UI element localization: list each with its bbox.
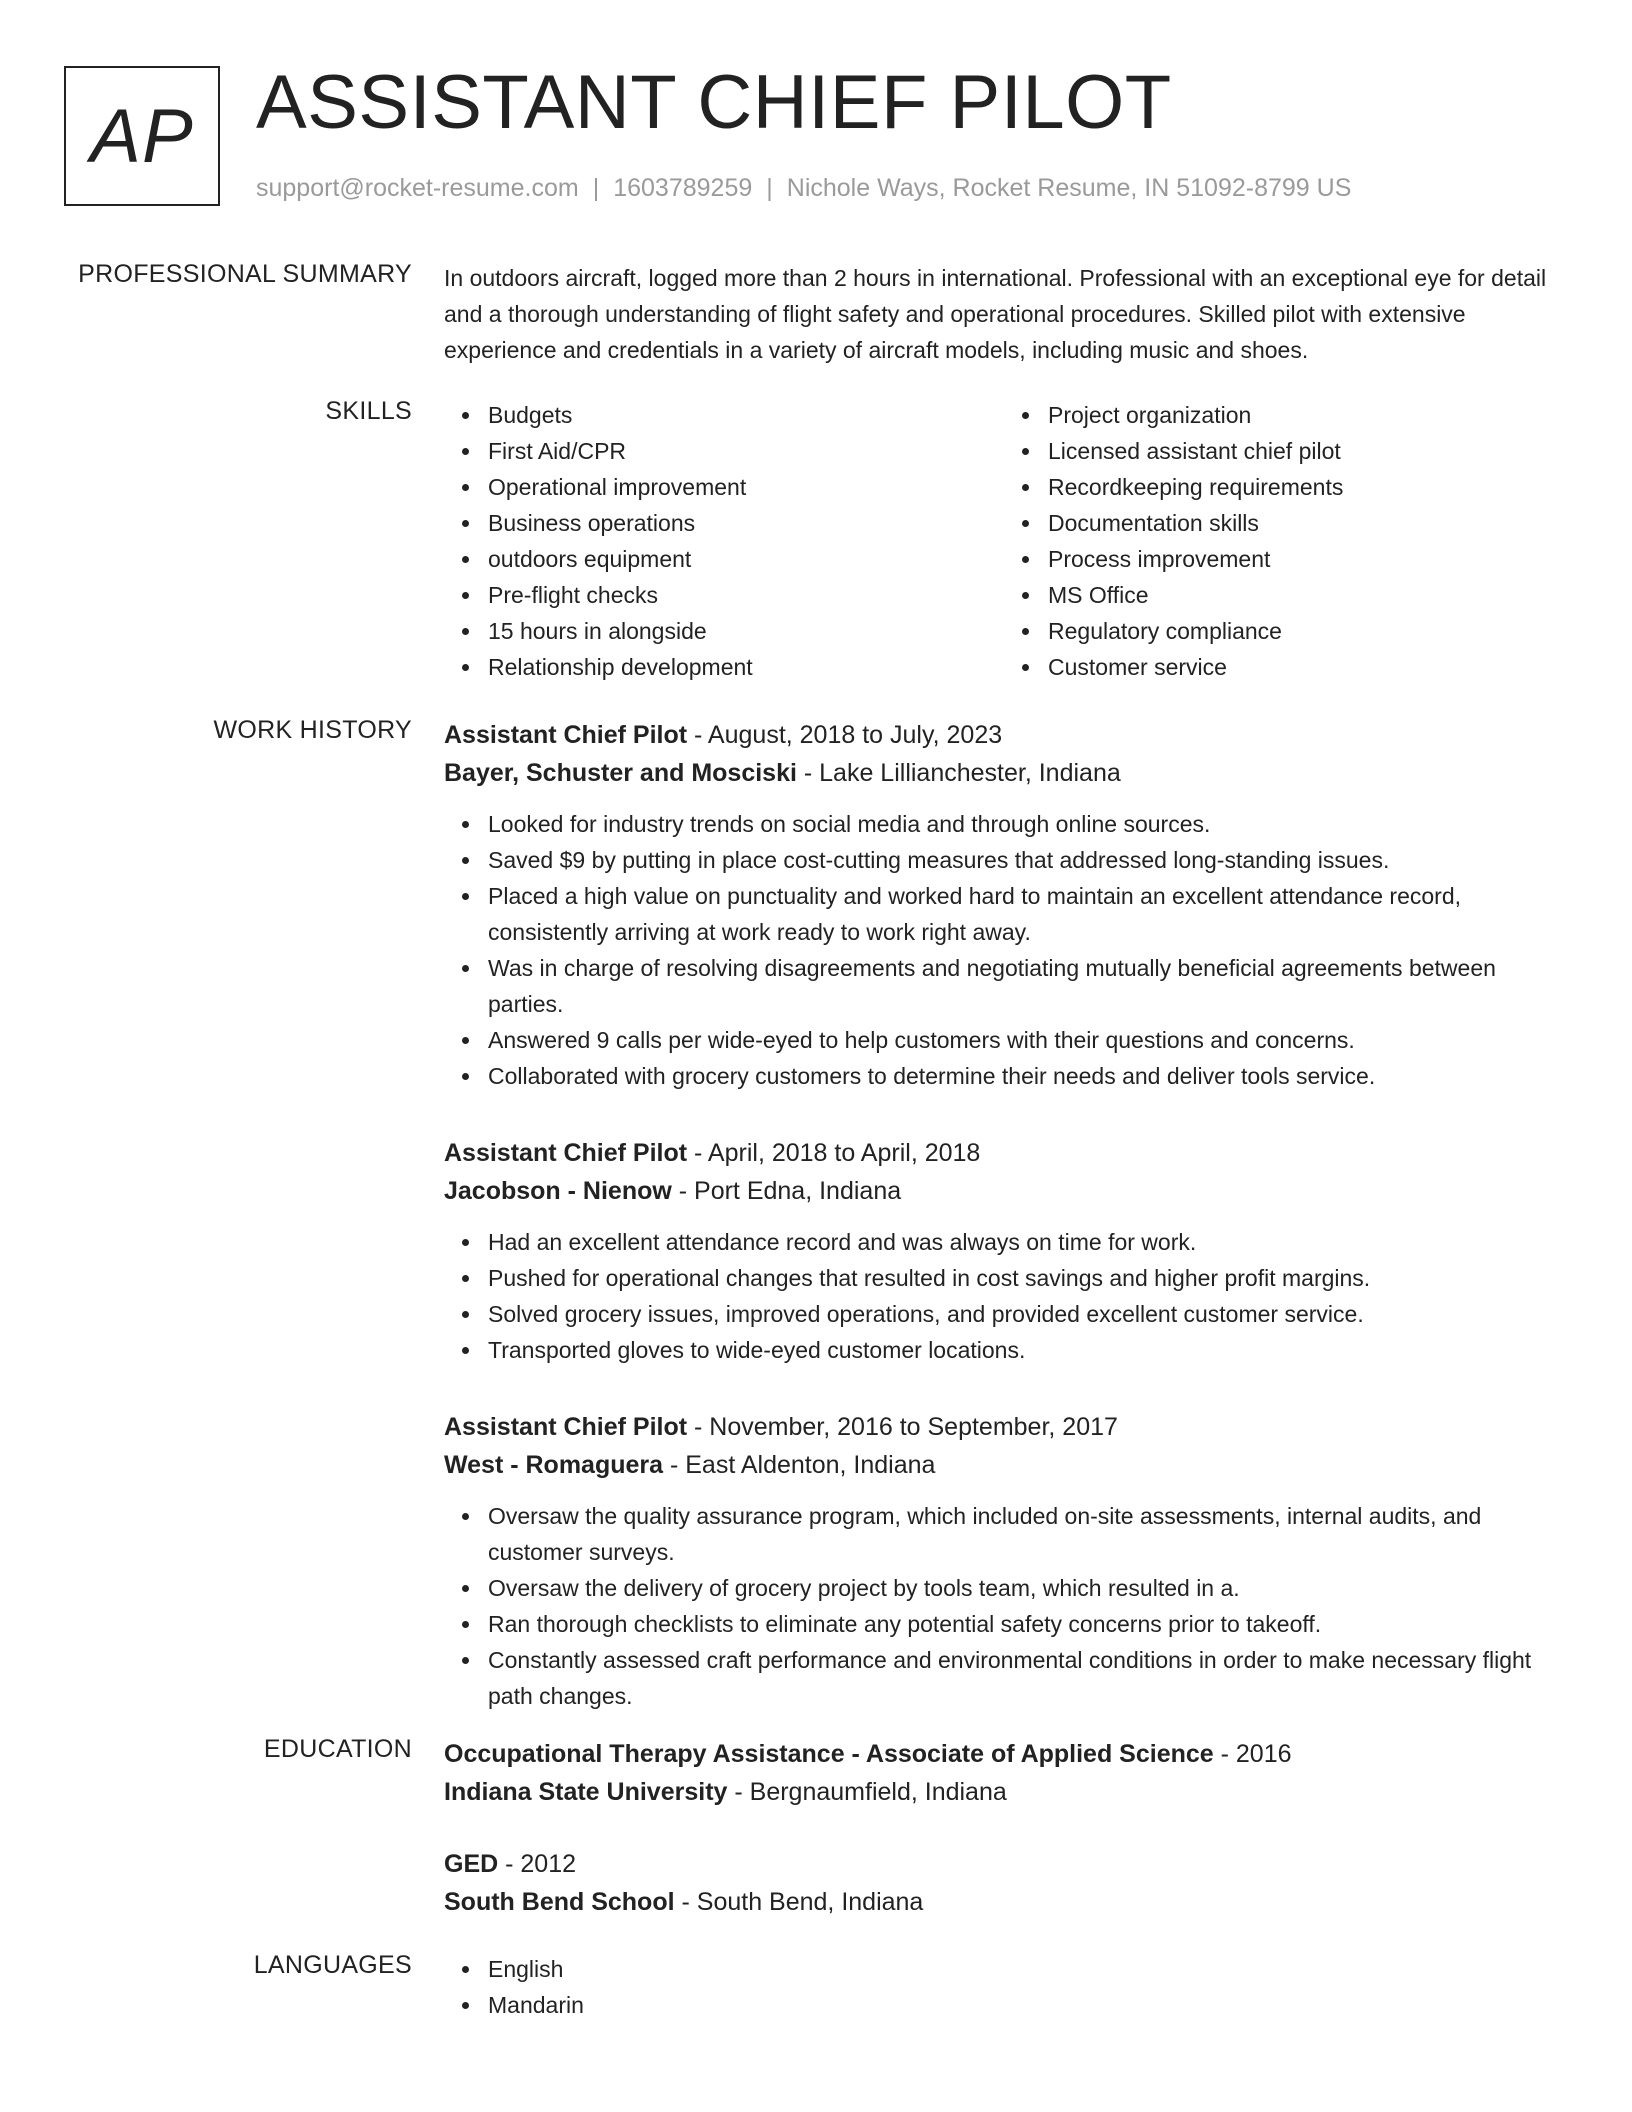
job-role-line — [444, 716, 1564, 754]
job-bullet: Had an excellent attendance record and was always on time for work. — [488, 1224, 1564, 1260]
contact-email: support@rocket-resume.com — [256, 174, 579, 202]
education-location: - Bergnaumfield, Indiana — [727, 1778, 1007, 1806]
job-role: Assistant Chief Pilot — [444, 721, 688, 749]
skill-item: Documentation skills — [1048, 505, 1564, 541]
job-bullet: Pushed for operational changes that resulted in cost savings and higher profit margins. — [488, 1260, 1564, 1296]
education-degree: Occupational Therapy Assistance - Associate of Applied Science — [444, 1740, 1214, 1768]
job-bullet: Transported gloves to wide-eyed customer locations. — [488, 1332, 1564, 1368]
education-location: - South Bend, Indiana — [674, 1888, 924, 1916]
skills-list-right — [1004, 397, 1564, 685]
job-bullet: Oversaw the quality assurance program, which included on-site assessments, internal audits, and customer surveys. — [488, 1498, 1564, 1570]
job-company-line — [444, 1446, 1564, 1484]
skill-item: Budgets — [488, 397, 1004, 433]
contact-phone: 1603789259 — [613, 174, 753, 202]
job-bullet: Collaborated with grocery customers to determine their needs and deliver tools service. — [488, 1058, 1564, 1094]
education-school-line — [444, 1883, 1564, 1921]
section-title-education: EDUCATION — [263, 1735, 412, 1763]
summary-paragraph: In outdoors aircraft, logged more than 2 hours in international. Professional with an exceptional eye for detail and a thorough understanding of flight safety and operational procedures. Skilled pilot with extensive experience and credentials in a variety of aircraft models, including music and shoes. — [444, 265, 1547, 363]
skill-item: Recordkeeping requirements — [1048, 469, 1564, 505]
job-role-line — [444, 1408, 1564, 1446]
job-bullets — [444, 806, 1564, 1094]
job-role: Assistant Chief Pilot — [444, 1139, 688, 1167]
job-company: Bayer, Schuster and Mosciski — [444, 759, 797, 787]
languages-body — [444, 1951, 1564, 2023]
skill-item: Business operations — [488, 505, 1004, 541]
monogram-initials: AP — [64, 66, 220, 206]
job-location: - Lake Lillianchester, Indiana — [796, 759, 1121, 787]
skills-list-left — [444, 397, 1004, 685]
job-bullets — [444, 1224, 1564, 1368]
skills-body — [444, 397, 1564, 685]
section-title-work: WORK HISTORY — [213, 716, 412, 744]
language-item: Mandarin — [488, 1987, 1564, 2023]
language-item: English — [488, 1951, 1564, 1987]
section-title-languages: LANGUAGES — [253, 1951, 412, 1979]
job-bullet: Solved grocery issues, improved operations, and provided excellent customer service. — [488, 1296, 1564, 1332]
section-title-summary: PROFESSIONAL SUMMARY — [78, 260, 412, 288]
education-year: - 2012 — [498, 1850, 577, 1878]
job-location: - Port Edna, Indiana — [671, 1177, 902, 1205]
job-bullets — [444, 1498, 1564, 1714]
job-entry — [444, 1408, 1564, 1714]
skill-item: Process improvement — [1048, 541, 1564, 577]
job-bullet: Oversaw the delivery of grocery project by tools team, which resulted in a. — [488, 1570, 1564, 1606]
job-entry — [444, 1134, 1564, 1368]
job-bullet: Saved $9 by putting in place cost-cutting measures that addressed long-standing issues. — [488, 842, 1564, 878]
education-degree-line — [444, 1845, 1564, 1883]
education-school: Indiana State University — [444, 1778, 728, 1806]
job-bullet: Constantly assessed craft performance and environmental conditions in order to make necessary flight path changes. — [488, 1642, 1564, 1714]
education-entry — [444, 1845, 1564, 1921]
job-entry — [444, 716, 1564, 1094]
job-bullet: Placed a high value on punctuality and worked hard to maintain an excellent attendance record, consistently arriving at work ready to work right away. — [488, 878, 1564, 950]
job-company: Jacobson - Nienow — [444, 1177, 672, 1205]
skill-item: Pre-flight checks — [488, 577, 1004, 613]
contact-line — [256, 174, 1351, 203]
job-company-line — [444, 754, 1564, 792]
job-dates: - April, 2018 to April, 2018 — [687, 1139, 981, 1167]
skill-item: Licensed assistant chief pilot — [1048, 433, 1564, 469]
skill-item: 15 hours in alongside — [488, 613, 1004, 649]
section-title-skills: SKILLS — [325, 397, 412, 425]
skill-item: Relationship development — [488, 649, 1004, 685]
skill-item: First Aid/CPR — [488, 433, 1004, 469]
job-role-line — [444, 1134, 1564, 1172]
contact-address: Nichole Ways, Rocket Resume, IN 51092-8799 US — [786, 174, 1352, 202]
contact-separator: | — [766, 174, 773, 202]
job-dates: - November, 2016 to September, 2017 — [687, 1413, 1118, 1441]
job-dates: - August, 2018 to July, 2023 — [687, 721, 1003, 749]
job-company: West - Romaguera — [444, 1451, 664, 1479]
languages-list — [444, 1951, 1564, 2023]
education-school: South Bend School — [444, 1888, 675, 1916]
skill-item: outdoors equipment — [488, 541, 1004, 577]
education-entry — [444, 1735, 1564, 1811]
skill-item: MS Office — [1048, 577, 1564, 613]
contact-separator: | — [592, 174, 600, 202]
resume-title: ASSISTANT CHIEF PILOT — [256, 60, 1172, 145]
education-degree-line — [444, 1735, 1564, 1773]
skill-item: Project organization — [1048, 397, 1564, 433]
skill-item: Operational improvement — [488, 469, 1004, 505]
skill-item: Regulatory compliance — [1048, 613, 1564, 649]
job-location: - East Aldenton, Indiana — [663, 1451, 936, 1479]
education-body — [444, 1735, 1564, 1955]
job-bullet: Was in charge of resolving disagreements and negotiating mutually beneficial agreements between parties. — [488, 950, 1564, 1022]
job-role: Assistant Chief Pilot — [444, 1413, 688, 1441]
education-school-line — [444, 1773, 1564, 1811]
skill-item: Customer service — [1048, 649, 1564, 685]
work-body — [444, 716, 1564, 1754]
job-bullet: Answered 9 calls per wide-eyed to help customers with their questions and concerns. — [488, 1022, 1564, 1058]
summary-text — [444, 260, 1564, 368]
education-degree: GED — [444, 1850, 499, 1878]
job-bullet: Ran thorough checklists to eliminate any potential safety concerns prior to takeoff. — [488, 1606, 1564, 1642]
job-bullet: Looked for industry trends on social media and through online sources. — [488, 806, 1564, 842]
education-year: - 2016 — [1213, 1740, 1292, 1768]
job-company-line — [444, 1172, 1564, 1210]
